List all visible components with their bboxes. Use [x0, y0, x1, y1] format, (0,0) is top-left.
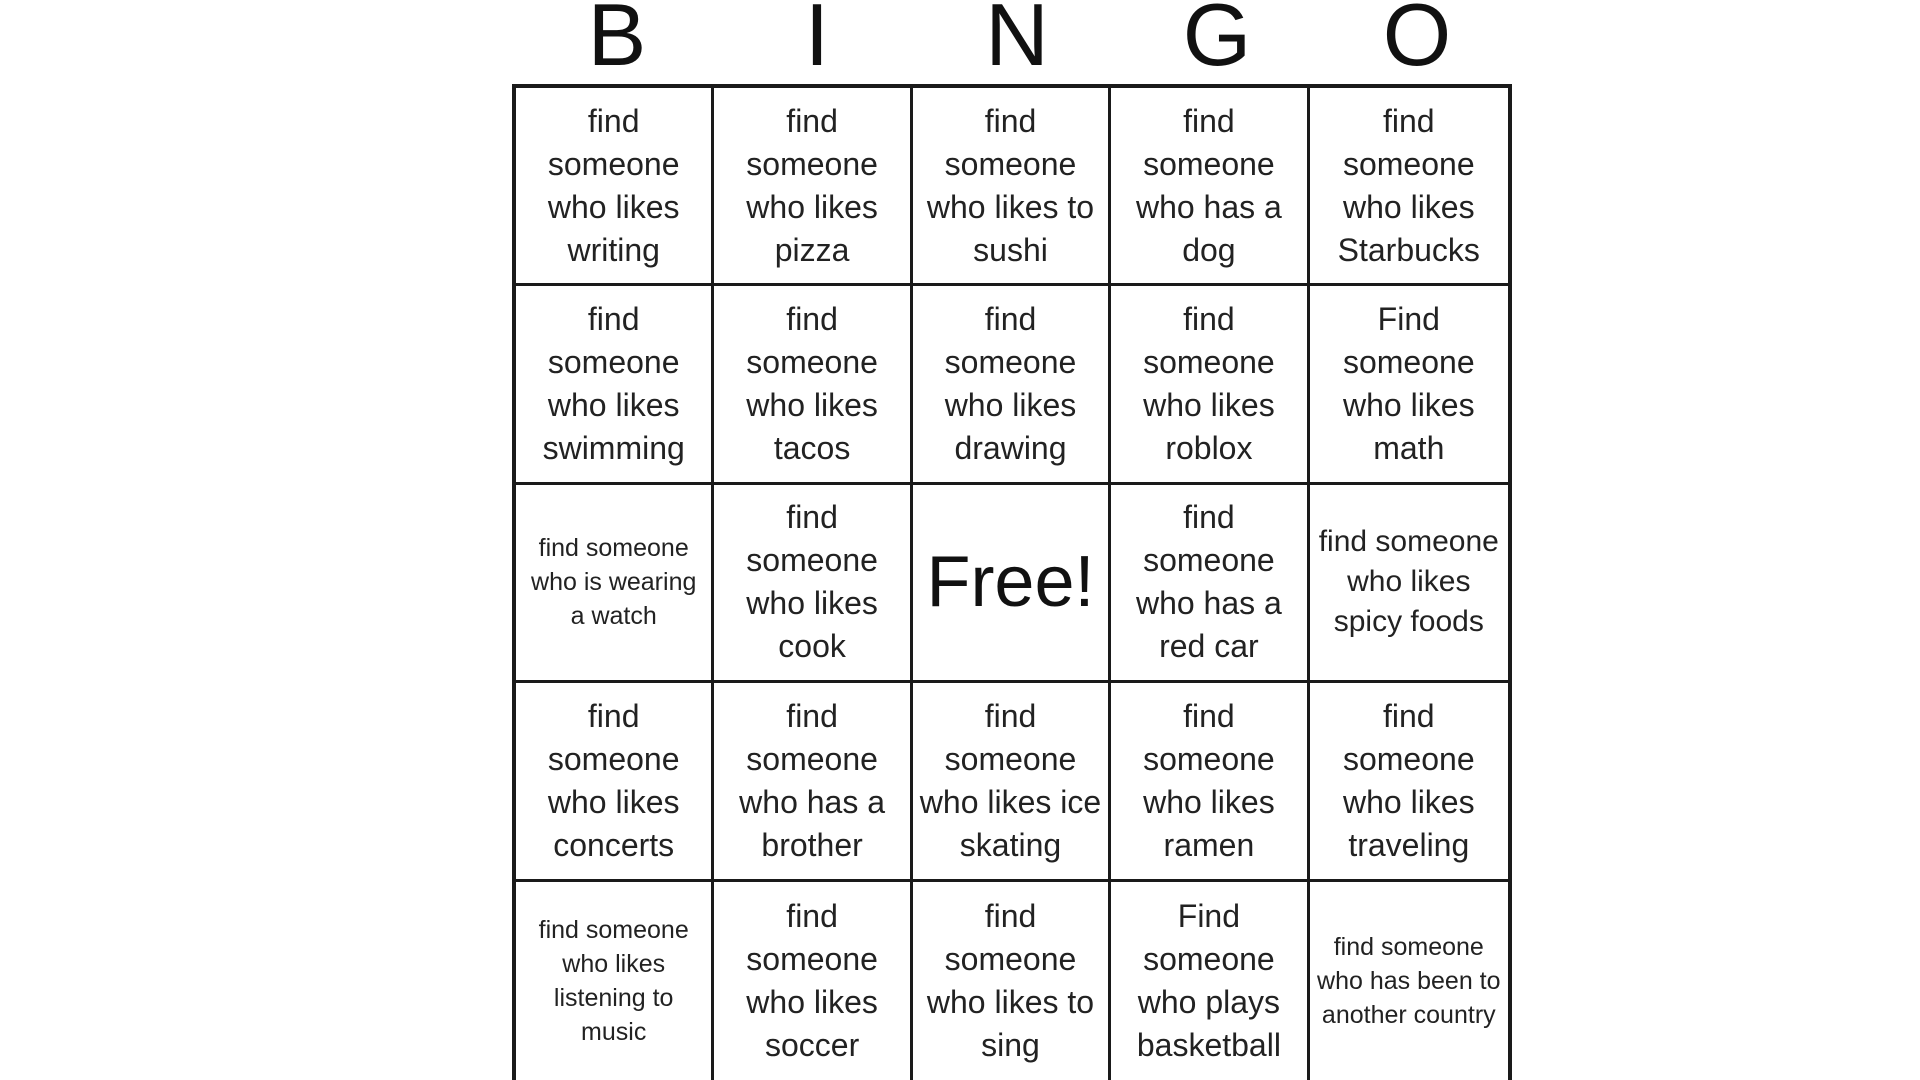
cell-text: find someone who likes to sushi — [926, 102, 1095, 268]
bingo-cell[interactable] — [1310, 485, 1508, 683]
bingo-cell[interactable] — [714, 286, 912, 484]
cell-text: find someone who likes soccer — [746, 897, 878, 1063]
cell-text: find someone who has a dog — [1135, 102, 1282, 268]
cell-text: find someone who likes cook — [746, 499, 878, 665]
header-letter-o: O — [1382, 0, 1452, 84]
free-space-cell[interactable] — [913, 485, 1111, 683]
cell-text: find someone who likes listening to music — [538, 915, 689, 1046]
bingo-cell[interactable] — [714, 882, 912, 1080]
bingo-cell[interactable] — [516, 683, 714, 881]
cell-text: Find someone who plays basketball — [1136, 897, 1281, 1063]
bingo-board — [512, 84, 1512, 1080]
bingo-cell[interactable] — [1310, 88, 1508, 286]
header-letter-g: G — [1182, 0, 1252, 84]
cell-text: find someone who has a red car — [1135, 499, 1282, 665]
bingo-header — [517, 0, 1517, 84]
cell-text: find someone who likes drawing — [944, 301, 1077, 467]
cell-text: find someone who likes to sing — [926, 897, 1095, 1063]
free-space-text: Free! — [926, 542, 1095, 623]
cell-text: Find someone who likes math — [1342, 301, 1475, 467]
bingo-cell[interactable] — [1310, 882, 1508, 1080]
header-letter-i: I — [804, 0, 830, 84]
cell-text: find someone who likes Starbucks — [1337, 102, 1480, 268]
bingo-cell[interactable] — [1310, 683, 1508, 881]
bingo-cell[interactable] — [913, 683, 1111, 881]
bingo-cell[interactable] — [1310, 286, 1508, 484]
cell-text: find someone who likes swimming — [542, 301, 685, 467]
cell-text: find someone who likes concerts — [547, 697, 680, 863]
bingo-cell[interactable] — [714, 485, 912, 683]
bingo-cell[interactable] — [516, 882, 714, 1080]
cell-text: find someone who likes ramen — [1143, 697, 1275, 863]
bingo-cell[interactable] — [913, 882, 1111, 1080]
bingo-cell[interactable] — [1111, 286, 1309, 484]
cell-text: find someone who likes writing — [547, 102, 680, 268]
cell-text: find someone who likes tacos — [746, 301, 878, 467]
bingo-cell[interactable] — [516, 88, 714, 286]
bingo-cell[interactable] — [714, 88, 912, 286]
bingo-cell[interactable] — [913, 88, 1111, 286]
cell-text: find someone who likes ice skating — [919, 697, 1102, 863]
cell-text: find someone who likes spicy foods — [1318, 525, 1499, 639]
cell-text: find someone who has been to another country — [1317, 932, 1501, 1029]
header-letter-n: N — [985, 0, 1049, 84]
bingo-cell[interactable] — [1111, 683, 1309, 881]
bingo-cell[interactable] — [913, 286, 1111, 484]
bingo-cell[interactable] — [516, 485, 714, 683]
cell-text: find someone who likes traveling — [1342, 697, 1475, 863]
cell-text: find someone who likes roblox — [1143, 301, 1275, 467]
cell-text: find someone who has a brother — [739, 697, 886, 863]
cell-text: find someone who is wearing a watch — [531, 534, 697, 631]
bingo-cell[interactable] — [1111, 485, 1309, 683]
bingo-cell[interactable] — [714, 683, 912, 881]
header-letter-b: B — [587, 0, 647, 84]
cell-text: find someone who likes pizza — [746, 102, 878, 268]
bingo-cell[interactable] — [1111, 88, 1309, 286]
bingo-cell[interactable] — [516, 286, 714, 484]
bingo-cell[interactable] — [1111, 882, 1309, 1080]
